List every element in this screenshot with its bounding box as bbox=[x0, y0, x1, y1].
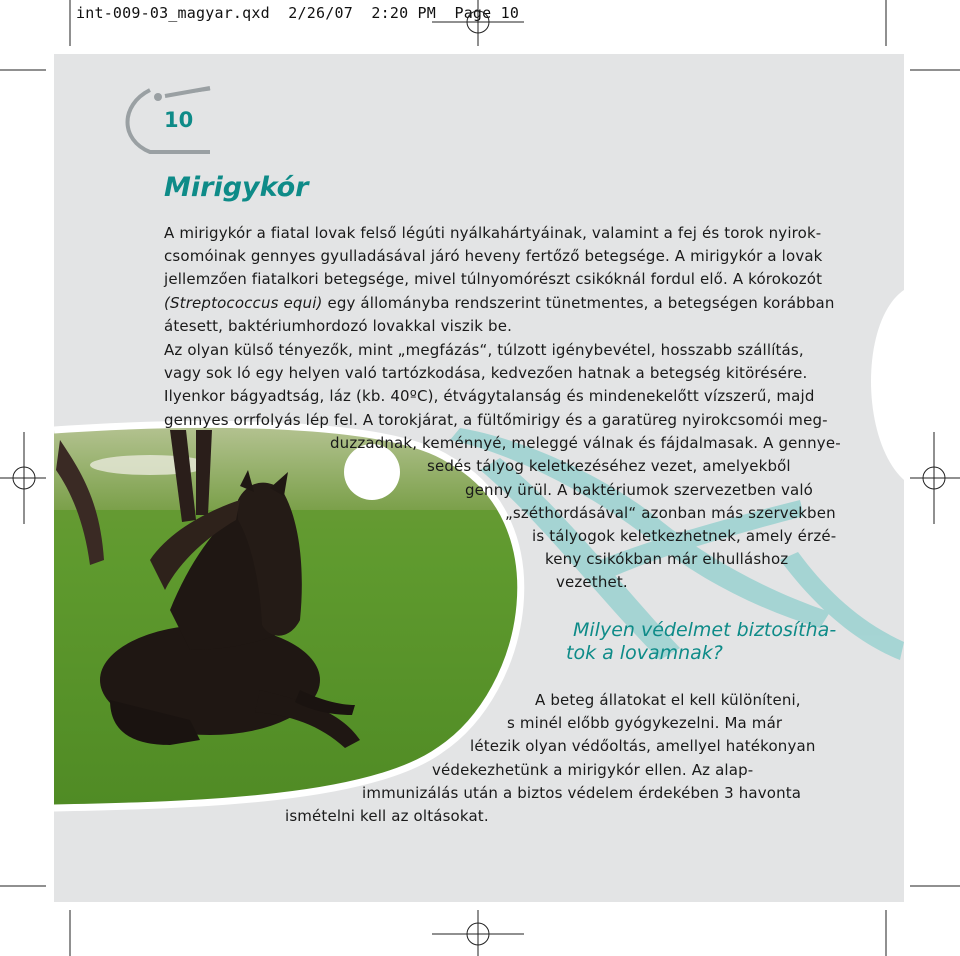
subheading-line-2: tok a lovamnak? bbox=[566, 642, 723, 664]
text-line: A mirigykór a fiatal lovak felső légúti nyálkahártyáinak, valamint a fej és torok nyirok- bbox=[164, 224, 822, 242]
text-line: vagy sok ló egy helyen való tartózkodása, kedvezően hatnak a betegség kitörésére. bbox=[164, 364, 808, 382]
page-title: Mirigykór bbox=[164, 172, 309, 203]
text-line: sedés tályog keletkezéséhez vezet, amelyekből bbox=[427, 457, 791, 475]
text-line: A beteg állatokat el kell különíteni, bbox=[535, 691, 801, 709]
pathogen-name: (Streptococcus equi) bbox=[164, 294, 323, 312]
right-edge-curve bbox=[871, 290, 904, 480]
text-line: keny csikókban már elhulláshoz bbox=[545, 550, 789, 568]
page-number: 10 bbox=[164, 108, 194, 132]
file-slug: int-009-03_magyar.qxd 2/26/07 2:20 PM Page 10 bbox=[76, 4, 520, 22]
text-line: Ilyenkor bágyadtság, láz (kb. 40ºC), étvágytalanság és mindenekelőtt vízszerű, majd bbox=[164, 387, 815, 405]
text-line: létezik olyan védőoltás, amellyel hatékonyan bbox=[470, 737, 816, 755]
text-line: csomóinak gennyes gyulladásával járó heveny fertőző betegsége. A mirigykór a lovak bbox=[164, 247, 823, 265]
text-line: gennyes orrfolyás lép fel. A torokjárat, a fültőmirigy és a garatüreg nyirokcsomói meg- bbox=[164, 411, 828, 429]
text-line: átesett, baktériumhordozó lovakkal viszik be. bbox=[164, 317, 512, 335]
text-line: genny ürül. A baktériumok szervezetben való bbox=[465, 481, 813, 499]
text-line: jellemzően fiatalkori betegsége, mivel túlnyomórészt csikóknál fordul elő. A kórokozót bbox=[164, 270, 823, 288]
text-line: is tályogok keletkezhetnek, amely érzé- bbox=[532, 527, 837, 545]
text-line: ismételni kell az oltásokat. bbox=[285, 807, 489, 825]
text-line: s minél előbb gyógykezelni. Ma már bbox=[507, 714, 783, 732]
text-line: „széthordásával“ azonban más szervekben bbox=[505, 504, 836, 522]
text-line: Az olyan külső tényezők, mint „megfázás“, túlzott igénybevétel, hosszabb szállítás, bbox=[164, 341, 804, 359]
text-line: vezethet. bbox=[556, 573, 628, 591]
subheading-line-1: Milyen védelmet biztosítha- bbox=[573, 619, 837, 641]
text-line: védekezhetünk a mirigykór ellen. Az alap- bbox=[432, 761, 754, 779]
text-line: immunizálás után a biztos védelem érdekében 3 havonta bbox=[362, 784, 802, 802]
text-line: duzzadnak, keménnyé, meleggé válnak és fájdalmasak. A gennye- bbox=[330, 434, 841, 452]
text-line: (Streptococcus equi) egy állományba rendszerint tünetmentes, a betegségen korábban bbox=[164, 294, 835, 312]
